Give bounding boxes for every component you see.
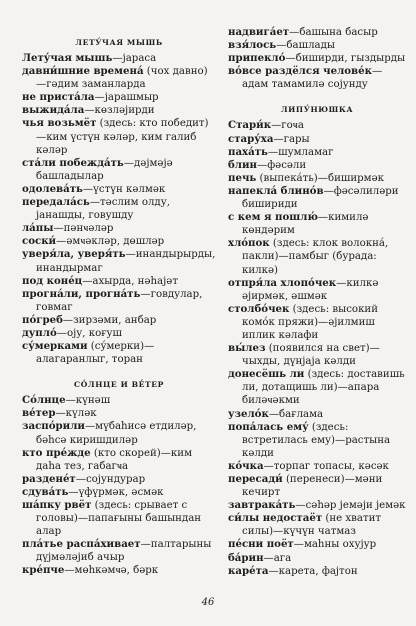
- vocab-translation: —тәслим олду, јанашды, говушду: [36, 197, 170, 222]
- vocab-entry: [228, 133, 406, 146]
- vocab-translation: (здесь: высокий комо́к пряжи)—әјилмиш иплик кәлафи: [242, 303, 379, 341]
- vocab-entry: [228, 421, 406, 460]
- vocab-term: заспо́рили: [22, 420, 85, 433]
- vocab-translation: —сојундурар: [75, 473, 146, 485]
- vocab-term: уверя́ла, уверя́ть: [22, 248, 126, 261]
- vocab-translation: —маһны охујур: [293, 539, 377, 551]
- vocab-term: ко́чка: [228, 459, 264, 472]
- vocab-term: ба́рин: [228, 551, 264, 564]
- vocab-entry: [22, 275, 216, 288]
- vocab-term: вы́лез: [228, 342, 266, 355]
- vocab-translation: (чох давно)—гәдим заманларда: [36, 66, 208, 91]
- vocab-translation: —адам тамамилә сојунду: [242, 66, 383, 91]
- vocab-term: припекло́: [228, 52, 286, 65]
- vocab-translation: (здесь: срывает с головы)—папағыны башындан алар: [36, 500, 202, 538]
- vocab-entry: [228, 538, 406, 551]
- vocab-entry: [22, 65, 216, 91]
- left-column: [22, 34, 216, 578]
- vocab-entry: [228, 172, 406, 185]
- vocab-term: пла́тье распа́хивает: [22, 538, 141, 551]
- vocab-translation: —килкә әјирмәк, әшмәк: [242, 277, 379, 302]
- vocab-translation: —зирзәми, анбар: [62, 314, 157, 326]
- vocab-entry: [228, 237, 406, 276]
- vocab-translation: —әмҹәкләр, дөшләр: [56, 236, 165, 248]
- vocab-translation: (перенеси)—мәни кечирт: [242, 474, 383, 499]
- vocab-term: кре́пче: [22, 564, 65, 577]
- vocab-translation: —говдулар, говмаг: [36, 288, 203, 313]
- vocab-term: блин: [228, 158, 257, 171]
- vocab-translation: —јарашмыр: [94, 92, 159, 104]
- vocab-entry: [228, 499, 406, 512]
- vocab-term: во́все раздёлся челове́к: [228, 65, 372, 78]
- vocab-translation: —башлады: [276, 40, 335, 52]
- vocab-term: дупло́: [22, 326, 57, 339]
- vocab-translation: (здесь: доставишь ли, дотащишь ли)—апара биләҹәкми: [242, 369, 405, 407]
- vocab-term: донесёшь ли: [228, 368, 305, 381]
- vocab-term: ве́тер: [22, 407, 56, 420]
- vocab-entry: [22, 499, 216, 538]
- vocab-entry: [22, 420, 216, 446]
- vocab-translation: —күләк: [55, 408, 97, 420]
- vocab-term: ста́ли побежда́ть: [22, 156, 124, 169]
- vocab-term: кто пре́жде: [22, 446, 91, 459]
- entry-list-continuation: [228, 26, 406, 91]
- vocab-entry: [22, 222, 216, 235]
- vocab-entry: [228, 146, 406, 159]
- vocab-entry: [228, 552, 406, 565]
- vocab-translation: —ага: [263, 552, 292, 564]
- vocab-term: отпря́ла хлопо́чек: [228, 276, 337, 289]
- vocab-entry: [22, 340, 216, 366]
- vocab-entry: [22, 196, 216, 222]
- vocab-entry: [228, 52, 406, 65]
- vocab-translation: —мүбаһисә етдиләр, бәһсә киришдиләр: [36, 421, 197, 446]
- vocab-entry: [22, 157, 216, 183]
- vocab-term: прогна́ли, прогна́ть: [22, 287, 141, 300]
- vocab-term: завтрака́ть: [228, 499, 296, 512]
- vocab-translation: (су́мерки)—алагаранлыг, торан: [36, 341, 155, 366]
- vocab-translation: —бағлама: [268, 408, 324, 420]
- vocab-term: соски́: [22, 235, 57, 248]
- vocab-translation: —башына басыр: [289, 27, 378, 38]
- vocab-term: сдува́ть: [22, 485, 69, 498]
- vocab-entry: [228, 303, 406, 342]
- vocab-term: под коне́ц: [22, 274, 83, 287]
- vocab-entry: [22, 564, 216, 577]
- vocab-translation: —фәсәлиләри бишириди: [242, 185, 399, 211]
- vocab-translation: —дәјмәјә башладылар: [36, 157, 173, 182]
- vocab-entry: [228, 473, 406, 499]
- vocab-entry: [22, 104, 216, 117]
- entry-list-lipunyushka: [228, 119, 406, 577]
- vocab-term: Стари́к: [228, 119, 272, 132]
- vocab-entry: [228, 211, 406, 237]
- vocab-entry: [228, 185, 406, 211]
- vocab-entry: [22, 538, 216, 564]
- vocab-term: по́греб: [22, 313, 63, 326]
- vocab-entry: [22, 314, 216, 327]
- vocab-term: пересади́: [228, 473, 283, 485]
- vocab-term: паха́ть: [228, 145, 268, 158]
- vocab-translation: (выпека́ть)—биширмәк: [256, 172, 384, 184]
- vocab-entry: [22, 447, 216, 473]
- vocab-term: пе́сни поёт: [228, 538, 294, 551]
- vocab-translation: —инандырырды, инандырмаг: [36, 249, 216, 274]
- vocab-entry: [228, 512, 406, 538]
- section-heading-sun-and-wind: СО́ЛНЦЕ И ВЕ́ТЕР: [74, 380, 164, 390]
- vocab-term: надвига́ет: [228, 26, 290, 38]
- vocab-translation: —күнәш: [65, 395, 111, 407]
- vocab-entry: [22, 473, 216, 486]
- vocab-translation: —үстүн кәлмәк: [82, 183, 166, 195]
- vocab-translation: —карета, фајтон: [268, 565, 358, 577]
- section-heading-lipunyushka: ЛИПУ́НЮШКА: [280, 105, 354, 115]
- section-heading-bat: ЛЕТУ́ЧАЯ МЫШЬ: [75, 38, 163, 47]
- vocab-translation: —фәсәли: [257, 159, 307, 171]
- vocab-entry: [22, 235, 216, 248]
- vocab-translation: —ахырда, нәһајәт: [82, 275, 178, 287]
- vocab-translation: —кимилә көндәрим: [242, 212, 369, 237]
- vocab-translation: —јараса: [112, 53, 157, 64]
- vocab-entry: [22, 486, 216, 499]
- vocab-translation: (не хватит силы)—күчүн чатмаз: [242, 513, 382, 538]
- vocab-translation: —пәнҹәләр: [53, 223, 114, 235]
- vocab-translation: (здесь: клок волокна́, пакли)—памбыг (бурада: килкә): [242, 238, 389, 276]
- vocab-translation: (кто скорей)—ким даһа тез, габагҹа: [36, 447, 193, 472]
- vocab-entry: [228, 159, 406, 172]
- vocab-term: давни́шние времена́: [22, 65, 144, 78]
- vocab-term: стару́ха: [228, 132, 274, 145]
- vocab-entry: [228, 460, 406, 473]
- vocab-translation: —үфүрмәк, әсмәк: [68, 486, 164, 498]
- vocab-term: узело́к: [228, 407, 269, 420]
- page-number: 46: [201, 597, 215, 608]
- vocab-term: Со́лнце: [22, 394, 66, 407]
- vocab-entry: [22, 407, 216, 420]
- vocab-term: хло́пок: [228, 237, 270, 250]
- vocab-translation: —гары: [273, 133, 310, 145]
- vocab-term: попа́лась ему́: [228, 420, 309, 433]
- vocab-translation: (появился на свет)—чыхды, дүнјаја кәлди: [242, 343, 380, 368]
- vocab-term: су́мерками: [22, 340, 88, 353]
- vocab-term: ла́пы: [22, 222, 54, 235]
- vocab-entry: [228, 26, 406, 39]
- vocab-translation: —гоҹа: [271, 120, 304, 132]
- vocab-translation: —мөһкәмҹә, бәрк: [64, 565, 159, 577]
- entry-list-sun-and-wind: [22, 394, 216, 577]
- vocab-term: выжида́ла: [22, 104, 85, 117]
- vocab-translation: —торпаг топасы, кәсәк: [263, 460, 389, 472]
- vocab-term: печь: [228, 171, 257, 184]
- vocab-entry: [228, 119, 406, 132]
- vocab-entry: [228, 39, 406, 52]
- vocab-term: раздене́т: [22, 472, 76, 485]
- vocab-entry: [22, 117, 216, 156]
- vocab-entry: [22, 288, 216, 314]
- vocab-entry: [228, 368, 406, 407]
- vocab-translation: —палтарыны дүјмәләјиб ачыр: [36, 539, 212, 564]
- vocab-entry: [228, 565, 406, 578]
- vocab-translation: —көзләјирди: [84, 105, 155, 117]
- vocab-term: чья возьмёт: [22, 117, 97, 130]
- vocab-term: напекла́ блино́в: [228, 184, 324, 197]
- vocab-translation: —сәһәр јемәји јемәк: [295, 500, 406, 512]
- vocab-term: Лету́чая мышь: [22, 52, 113, 64]
- vocab-translation: —биширди, гыздырды: [285, 53, 406, 65]
- entry-list-bat: [22, 52, 216, 366]
- vocab-translation: —оју, коғуш: [56, 327, 122, 339]
- vocab-entry: [22, 327, 216, 340]
- vocab-term: си́лы недостаёт: [228, 512, 323, 525]
- vocab-translation: (здесь: встретилась ему)—растына кәлди: [242, 421, 391, 459]
- vocab-entry: [228, 408, 406, 421]
- vocab-entry: [22, 248, 216, 274]
- vocab-entry: [22, 52, 216, 65]
- vocab-translation: (здесь: кто победит)—ким үстүн кәләр, ким галиб кәләр: [36, 118, 209, 156]
- vocab-term: каре́та: [228, 564, 269, 577]
- vocab-entry: [228, 342, 406, 368]
- vocab-entry: [22, 183, 216, 196]
- vocab-term: не приста́ла: [22, 91, 95, 104]
- vocab-entry: [22, 394, 216, 407]
- vocab-term: ша́пку рвёт: [22, 499, 92, 511]
- vocab-term: одолева́ть: [22, 182, 83, 195]
- vocab-term: столбо́чек: [228, 302, 290, 315]
- vocab-term: взя́лось: [228, 39, 277, 52]
- vocab-entry: [228, 277, 406, 303]
- vocab-term: с кем я пошлю́: [228, 211, 318, 224]
- vocab-term: передала́сь: [22, 196, 90, 209]
- right-column: [228, 26, 406, 578]
- vocab-translation: —шумламаг: [267, 146, 334, 158]
- vocab-entry: [22, 91, 216, 104]
- vocab-entry: [228, 65, 406, 91]
